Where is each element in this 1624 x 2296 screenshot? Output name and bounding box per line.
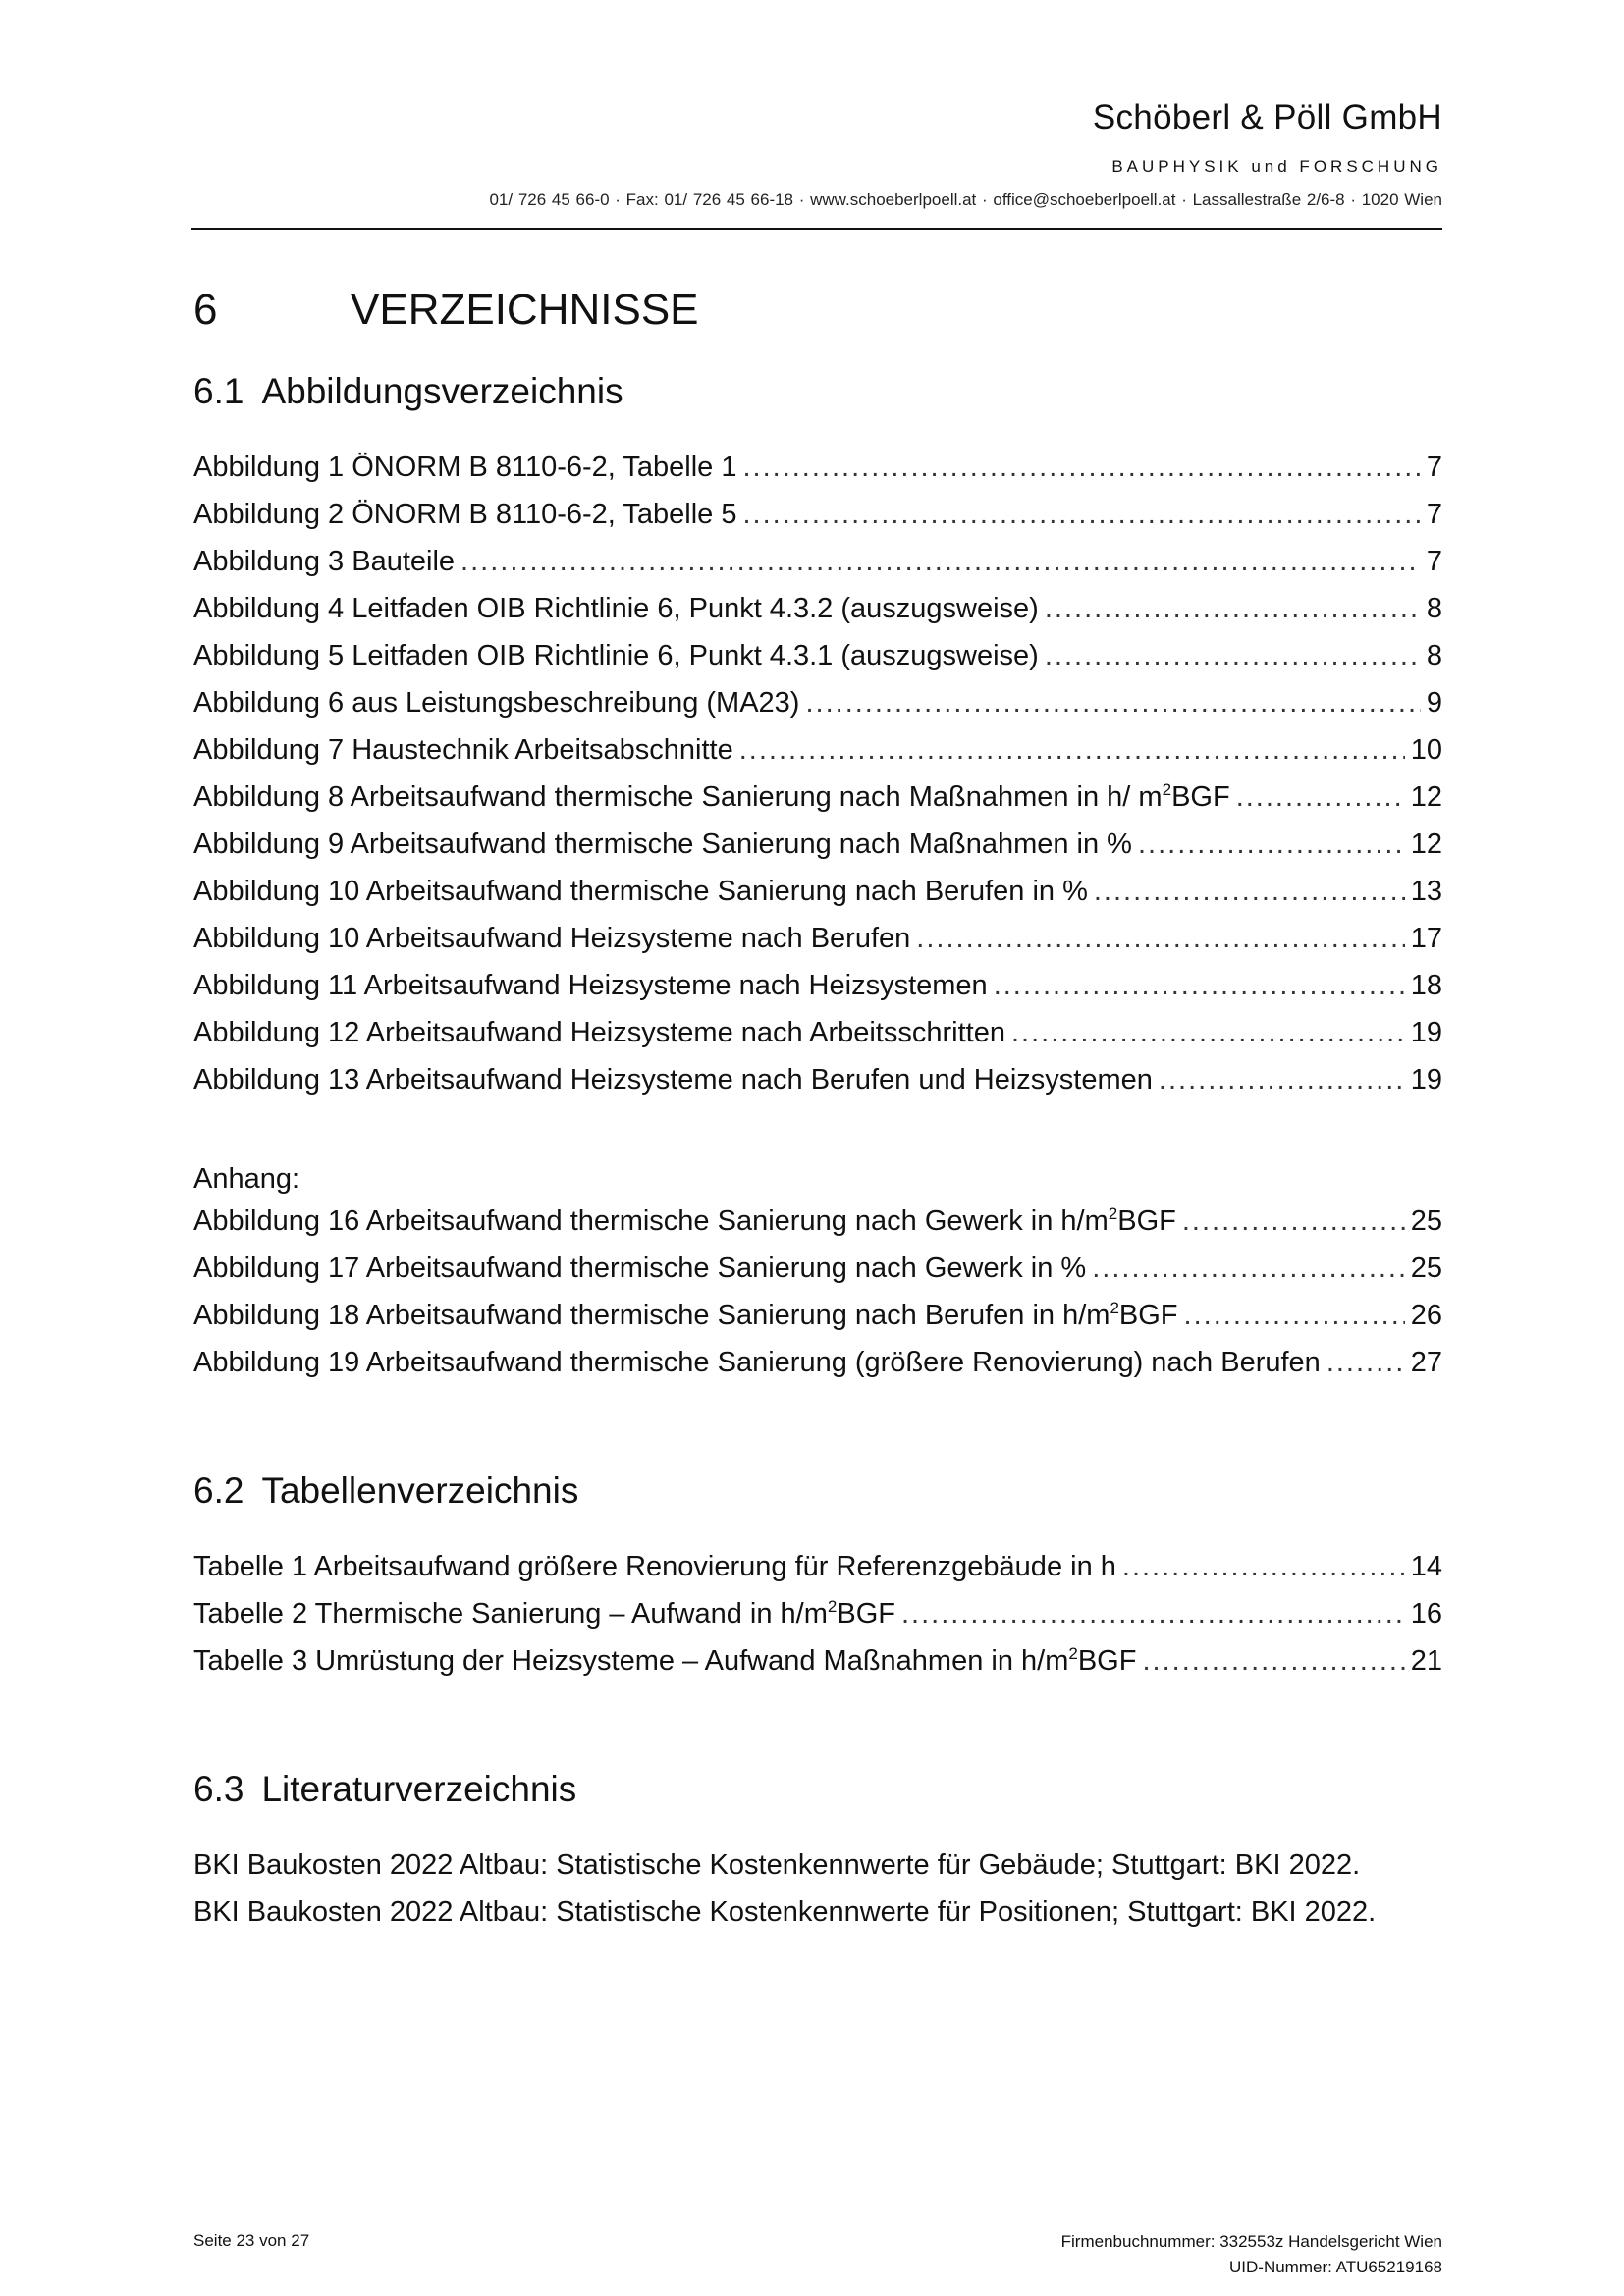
toc-entry-page: 7	[1426, 499, 1442, 530]
appendix-label: Anhang:	[193, 1163, 300, 1195]
toc-entry[interactable]	[193, 1590, 1442, 1637]
toc-entry-label: Abbildung 9 Arbeitsaufwand thermische Sanierung nach Maßnahmen in %	[193, 828, 1132, 860]
toc-entry-page: 19	[1410, 1064, 1442, 1095]
leader-dots	[916, 915, 1404, 962]
literature-list	[193, 1842, 1376, 1936]
toc-entry[interactable]	[193, 868, 1442, 915]
toc-entry-label: Abbildung 1 ÖNORM B 8110-6-2, Tabelle 1	[193, 452, 737, 483]
section-heading-tables	[193, 1469, 578, 1513]
leader-dots	[1184, 1292, 1405, 1339]
company-registration	[1061, 2229, 1442, 2280]
section-title: Tabellenverzeichnis	[261, 1470, 579, 1511]
leader-dots	[742, 491, 1420, 538]
toc-entry[interactable]	[193, 1056, 1442, 1103]
toc-entry-page: 7	[1426, 452, 1442, 483]
toc-entry[interactable]	[193, 821, 1442, 868]
label-text: BGF	[837, 1598, 895, 1629]
toc-entry-page: 25	[1410, 1205, 1442, 1237]
section-number: 6.3	[193, 1769, 244, 1809]
toc-entry-page: 27	[1410, 1347, 1442, 1378]
label-text: Abbildung 16 Arbeitsaufwand thermische Sanierung nach Gewerk in h/m	[193, 1205, 1109, 1237]
company-tagline: BAUPHYSIK und FORSCHUNG	[1111, 157, 1442, 176]
superscript: 2	[1108, 1204, 1118, 1223]
leader-dots	[1159, 1056, 1405, 1103]
toc-entry-page: 10	[1410, 734, 1442, 766]
toc-entry-label: Abbildung 19 Arbeitsaufwand thermische Sanierung (größere Renovierung) nach Berufen	[193, 1347, 1321, 1378]
leader-dots	[739, 726, 1405, 774]
label-text: BGF	[1171, 781, 1230, 813]
leader-dots	[901, 1590, 1405, 1637]
leader-dots	[460, 538, 1421, 585]
toc-entry-label: Abbildung 10 Arbeitsaufwand thermische Sanierung nach Berufen in %	[193, 876, 1088, 907]
toc-entry[interactable]	[193, 585, 1442, 632]
toc-entry-label: Abbildung 2 ÖNORM B 8110-6-2, Tabelle 5	[193, 499, 737, 530]
leader-dots	[994, 962, 1405, 1009]
leader-dots	[1182, 1198, 1405, 1245]
section-title: Abbildungsverzeichnis	[261, 371, 623, 411]
leader-dots	[1138, 821, 1405, 868]
leader-dots	[742, 444, 1420, 491]
toc-entry-page: 7	[1426, 546, 1442, 577]
toc-entry-label	[193, 1590, 895, 1637]
toc-entry[interactable]	[193, 679, 1442, 726]
superscript: 2	[1162, 780, 1172, 799]
toc-entry-page: 26	[1410, 1300, 1442, 1331]
toc-entry-label: Abbildung 6 aus Leistungsbeschreibung (MA23)	[193, 687, 800, 719]
leader-dots	[1236, 774, 1405, 821]
chapter-number: 6	[193, 286, 218, 334]
figure-list	[193, 444, 1442, 1103]
toc-entry[interactable]	[193, 726, 1442, 774]
toc-entry-page: 17	[1410, 923, 1442, 954]
company-name: Schöberl & Pöll GmbH	[1092, 98, 1442, 136]
toc-entry[interactable]	[193, 538, 1442, 585]
toc-entry-label: Abbildung 10 Arbeitsaufwand Heizsysteme nach Berufen	[193, 923, 911, 954]
appendix-figure-list	[193, 1198, 1442, 1386]
leader-dots	[1142, 1637, 1404, 1684]
label-text: Abbildung 18 Arbeitsaufwand thermische Sanierung nach Berufen in h/m	[193, 1300, 1110, 1331]
literature-entry: BKI Baukosten 2022 Altbau: Statistische Kostenkennwerte für Positionen; Stuttgart: BKI 2022.	[193, 1896, 1377, 1928]
superscript: 2	[1110, 1299, 1119, 1317]
toc-entry-label	[193, 1292, 1178, 1339]
toc-entry-page: 16	[1410, 1598, 1442, 1629]
toc-entry-page: 25	[1410, 1253, 1442, 1284]
label-text: Tabelle 3 Umrüstung der Heizsysteme – Aufwand Maßnahmen in h/m	[193, 1645, 1069, 1677]
leader-dots	[1045, 585, 1421, 632]
toc-entry[interactable]	[193, 632, 1442, 679]
toc-entry[interactable]	[193, 1292, 1442, 1339]
toc-entry-page: 13	[1410, 876, 1442, 907]
toc-entry-label: Abbildung 13 Arbeitsaufwand Heizsysteme nach Berufen und Heizsystemen	[193, 1064, 1153, 1095]
toc-entry[interactable]	[193, 491, 1442, 538]
toc-entry[interactable]	[193, 1339, 1442, 1386]
toc-entry-page: 12	[1410, 828, 1442, 860]
leader-dots	[1094, 868, 1405, 915]
letterhead	[191, 98, 1442, 210]
section-heading-figures	[193, 370, 623, 413]
leader-dots	[1326, 1339, 1405, 1386]
leader-dots	[1092, 1245, 1405, 1292]
toc-entry-page: 9	[1426, 687, 1442, 719]
table-list	[193, 1543, 1442, 1684]
toc-entry-label: Abbildung 3 Bauteile	[193, 546, 456, 577]
leader-dots	[1122, 1543, 1405, 1590]
literature-entry: BKI Baukosten 2022 Altbau: Statistische Kostenkennwerte für Gebäude; Stuttgart: BKI 2022.	[193, 1849, 1361, 1881]
section-title: Literaturverzeichnis	[261, 1769, 577, 1809]
chapter-title: VERZEICHNISSE	[351, 286, 699, 334]
toc-entry[interactable]	[193, 774, 1442, 821]
toc-entry-label	[193, 774, 1230, 821]
toc-entry[interactable]	[193, 1009, 1442, 1056]
label-text: BGF	[1117, 1205, 1176, 1237]
label-text: Abbildung 8 Arbeitsaufwand thermische Sanierung nach Maßnahmen in h/ m	[193, 781, 1163, 813]
toc-entry-label	[193, 1198, 1176, 1245]
toc-entry-page: 12	[1410, 781, 1442, 813]
section-heading-literature	[193, 1768, 576, 1811]
toc-entry[interactable]	[193, 1637, 1442, 1684]
page-number: Seite 23 von 27	[193, 2231, 310, 2250]
toc-entry[interactable]	[193, 1198, 1442, 1245]
toc-entry[interactable]	[193, 1543, 1442, 1590]
toc-entry-page: 21	[1410, 1645, 1442, 1677]
toc-entry-label	[193, 1637, 1136, 1684]
uid-number: UID-Nummer: ATU65219168	[1229, 2258, 1442, 2276]
toc-entry-page: 14	[1410, 1551, 1442, 1582]
toc-entry-label: Tabelle 1 Arbeitsaufwand größere Renovierung für Referenzgebäude in h	[193, 1551, 1116, 1582]
leader-dots	[1045, 632, 1421, 679]
superscript: 2	[827, 1597, 838, 1616]
toc-entry-page: 19	[1410, 1017, 1442, 1048]
toc-entry-label: Abbildung 12 Arbeitsaufwand Heizsysteme nach Arbeitsschritten	[193, 1017, 1005, 1048]
label-text: BGF	[1077, 1645, 1137, 1677]
toc-entry-label: Abbildung 4 Leitfaden OIB Richtlinie 6, Punkt 4.3.2 (auszugsweise)	[193, 593, 1039, 624]
section-number: 6.1	[193, 371, 244, 411]
toc-entry[interactable]	[193, 444, 1442, 491]
toc-entry-label: Abbildung 11 Arbeitsaufwand Heizsysteme nach Heizsystemen	[193, 970, 988, 1001]
toc-entry-page: 8	[1426, 593, 1442, 624]
register-number: Firmenbuchnummer: 332553z Handelsgericht Wien	[1060, 2232, 1442, 2251]
toc-entry-page: 18	[1410, 970, 1442, 1001]
leader-dots	[1011, 1009, 1405, 1056]
superscript: 2	[1068, 1644, 1078, 1663]
section-number: 6.2	[193, 1470, 244, 1511]
contact-line: 01/ 726 45 66-0 · Fax: 01/ 726 45 66-18 · www.schoeberlpoell.at · office@schoeberlpoell.at · Lassallestraße 2/6-8 · 1020 Wien	[489, 190, 1442, 209]
header-divider	[191, 228, 1442, 230]
chapter-heading	[193, 283, 699, 338]
leader-dots	[805, 679, 1420, 726]
label-text: Tabelle 2 Thermische Sanierung – Aufwand in h/m	[193, 1598, 828, 1629]
toc-entry-label: Abbildung 7 Haustechnik Arbeitsabschnitte	[193, 734, 733, 766]
toc-entry-label: Abbildung 17 Arbeitsaufwand thermische Sanierung nach Gewerk in %	[193, 1253, 1087, 1284]
toc-entry-page: 8	[1426, 640, 1442, 671]
toc-entry[interactable]	[193, 1245, 1442, 1292]
toc-entry[interactable]	[193, 962, 1442, 1009]
toc-entry-label: Abbildung 5 Leitfaden OIB Richtlinie 6, Punkt 4.3.1 (auszugsweise)	[193, 640, 1039, 671]
label-text: BGF	[1118, 1300, 1178, 1331]
toc-entry[interactable]	[193, 915, 1442, 962]
